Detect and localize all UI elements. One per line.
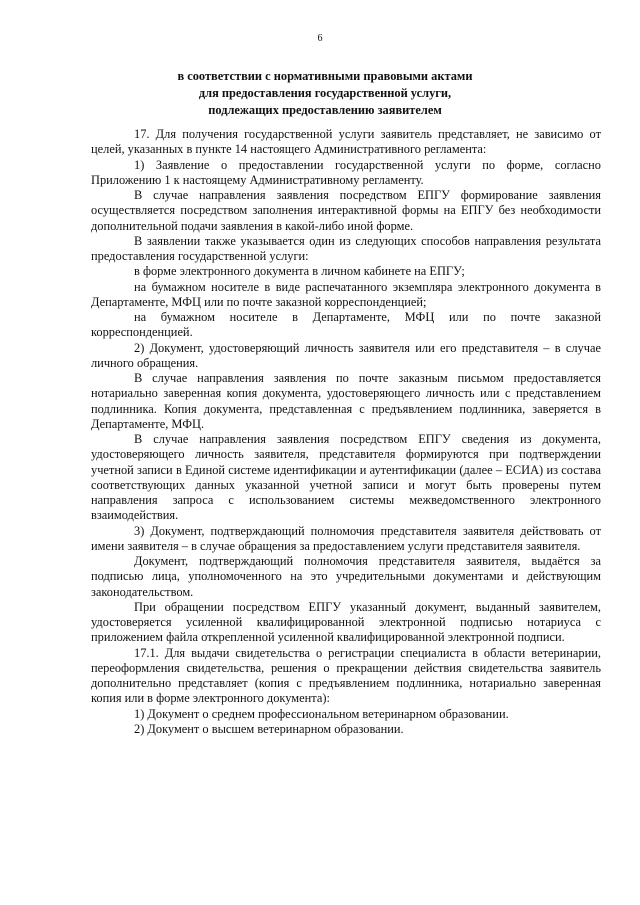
section-heading <box>90 68 560 119</box>
paragraph-higher-education: 2) Документ о высшем ветеринарном образовании. <box>134 721 404 736</box>
paragraph-17-1: 17.1. Для выдачи свидетельства о регистрации специалиста в области ветеринарии, переоформления свидетельства, решения о прекращении действия свидетельства заявитель дополнительно представляет (копия с предъявлением подлинника, нотариально заверенная копия или в форме электронного документа): <box>91 645 601 706</box>
paragraph-item-1-application: 1) Заявление о предоставлении государственной услуги по форме, согласно Приложению 1 к настоящему Административному регламенту. <box>91 157 601 187</box>
paragraph-method-printed-copy: на бумажном носителе в виде распечатанного экземпляра электронного документа в Департаменте, МФЦ или по почте заказной корреспонденцией; <box>91 279 601 309</box>
paragraph-secondary-education: 1) Документ о среднем профессиональном ветеринарном образовании. <box>134 706 509 721</box>
paragraph-17: 17. Для получения государственной услуги заявитель представляет, не зависимо от целей, указанных в пункте 14 настоящего Административного регламента: <box>91 127 601 157</box>
paragraph-mail-copy: В случае направления заявления по почте заказным письмом предоставляется нотариально заверенная копия документа, удостоверяющего личность или с представлением подлинника. Копия документа, представленная с предъявлением подлинника, заверяется в Департаменте, МФЦ. <box>91 371 601 431</box>
paragraph-method-electronic: в форме электронного документа в личном кабинете на ЕПГУ; <box>134 264 465 279</box>
paragraph-result-methods: В заявлении также указывается один из следующих способов направления результата предоставления государственной услуги: <box>91 233 601 263</box>
heading-line: для предоставления государственной услуги, <box>198 86 452 100</box>
paragraph-item-3-authority: 3) Документ, подтверждающий полномочия представителя заявителя действовать от имени заявителя – в случае обращения за предоставлением услуги представителя заявителя. <box>91 523 601 553</box>
paragraph-item-2-identity: 2) Документ, удостоверяющий личность заявителя или его представителя – в случае личного обращения. <box>91 340 601 370</box>
paragraph-esia: В случае направления заявления посредством ЕПГУ сведения из документа, удостоверяющего личность заявителя, представителя формируются при подтверждении учетной записи в Единой системе идентификации и аутентификации (далее – ЕСИА) из состава соответствующих данных указанной учетной записи и могут быть проверены путем направления запроса с использованием системы межведомственного электронного взаимодействия. <box>91 432 601 523</box>
heading-line: в соответствии с нормативными правовыми актами <box>177 69 473 83</box>
paragraph-epgu-form: В случае направления заявления посредством ЕПГУ формирование заявления осуществляется посредством заполнения интерактивной формы на ЕПГУ без необходимости дополнительной подачи заявления в какой-либо иной форме. <box>91 188 601 233</box>
heading-line: подлежащих предоставлению заявителем <box>208 103 442 117</box>
paragraph-method-paper: на бумажном носителе в Департаменте, МФЦ или по почте заказной корреспонденцией. <box>91 310 601 340</box>
paragraph-epgu-notary: При обращении посредством ЕПГУ указанный документ, выданный заявителем, удостоверяется усиленной квалифицированной электронной подписью нотариуса с приложением файла открепленной усиленной квалифицированной электронной подписи. <box>91 599 601 645</box>
document-body <box>91 127 601 737</box>
paragraph-authority-signature: Документ, подтверждающий полномочия представителя заявителя, выдаётся за подписью лица, уполномоченного на это учредительными документами и действующим законодательством. <box>91 554 601 599</box>
page-number: 6 <box>317 33 323 44</box>
